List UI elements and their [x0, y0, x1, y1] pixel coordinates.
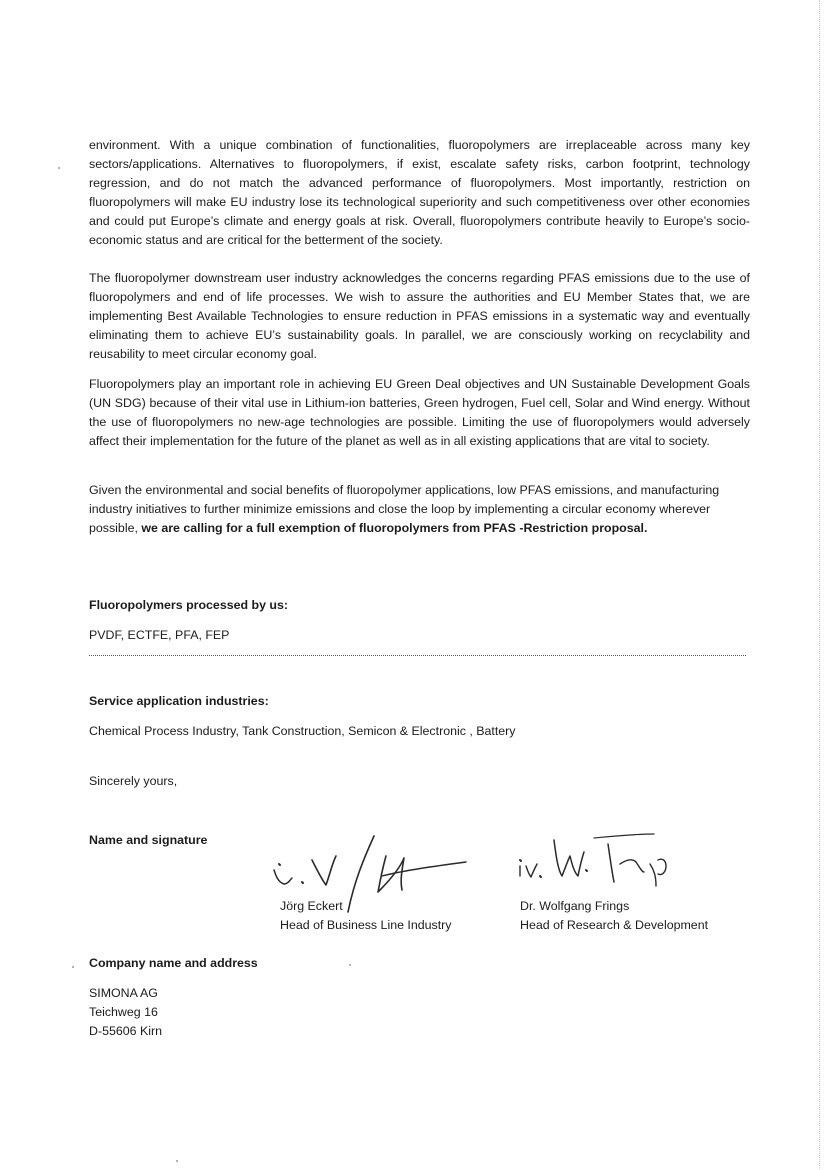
exemption-text: Given the environmental and social benefits of fluoropolymer applications, low PFAS emissions, and manufacturing industry initiatives to further minimize emissions and close the loop by implementing a circular economy wherever possible,	[89, 483, 720, 536]
company-city: D-55606 Kirn	[89, 1024, 163, 1038]
signature-frings	[516, 824, 706, 894]
service-industries-value: Chemical Process Industry, Tank Construction, Semicon & Electronic , Battery	[89, 724, 516, 738]
signatory-1-title: Head of Business Line Industry	[280, 918, 452, 932]
service-industries-heading: Service application industries:	[89, 694, 269, 708]
signatory-2-title: Head of Research & Development	[520, 918, 709, 932]
scan-speck	[58, 167, 60, 169]
paragraph-green-deal: Fluoropolymers play an important role in achieving EU Green Deal objectives and UN Sustainable Development Goals (UN SDG) because of their vital use in Lithium-ion batteries, Green hydrogen, Fuel cell, Solar and Wind energy. Without the use of fluoropolymers no new-age technologies are possible. Limiting the use of fluoropolymers would adversely affect their implementation for the future of the planet as well as in all existing applications that are vital to society.	[89, 377, 750, 449]
company-heading: Company name and address	[89, 956, 258, 970]
scan-speck	[176, 1160, 178, 1162]
signature-heading: Name and signature	[89, 833, 208, 847]
scan-speck	[72, 966, 74, 968]
scan-speck	[349, 964, 351, 966]
fluoropolymers-value: PVDF, ECTFE, PFA, FEP	[89, 628, 230, 642]
fluoropolymers-heading: Fluoropolymers processed by us:	[89, 598, 288, 612]
paragraph-exemption-call	[89, 481, 750, 538]
company-name: SIMONA AG	[89, 986, 158, 1000]
signatory-2-name: Dr. Wolfgang Frings	[520, 899, 630, 913]
paragraph-emissions: The fluoropolymer downstream user industry acknowledges the concerns regarding PFAS emissions due to the use of fluoropolymers and end of life processes. We wish to assure the authorities and EU Member States that, we are implementing Best Available Technologies to ensure reduction in PFAS emissions in a systematic way and eventually eliminating them to achieve EU’s sustainability goals. In parallel, we are consciously working on recyclability and reusability to meet circular economy goal.	[89, 271, 750, 362]
dotted-line	[89, 655, 746, 656]
scan-edge	[819, 0, 821, 1170]
exemption-bold-text: we are calling for a full exemption of fluoropolymers from PFAS -Restriction proposal.	[141, 521, 648, 536]
sign-off: Sincerely yours,	[89, 774, 178, 788]
company-street: Teichweg 16	[89, 1005, 158, 1019]
paragraph-environment: environment. With a unique combination of functionalities, fluoropolymers are irreplaceable across many key sectors/applications. Alternatives to fluoropolymers, if exist, escalate safety risks, carbon footprint, technology regression, and do not match the advanced performance of fluoropolymers. Most importantly, restriction on fluoropolymers will make EU industry lose its technological superiority and such competitiveness over other economies and could put Europe’s climate and energy goals at risk. Overall, fluoropolymers contribute heavily to Europe’s socio-economic status and are critical for the betterment of the society.	[89, 138, 750, 248]
signatory-1-name: Jörg Eckert	[280, 899, 343, 913]
